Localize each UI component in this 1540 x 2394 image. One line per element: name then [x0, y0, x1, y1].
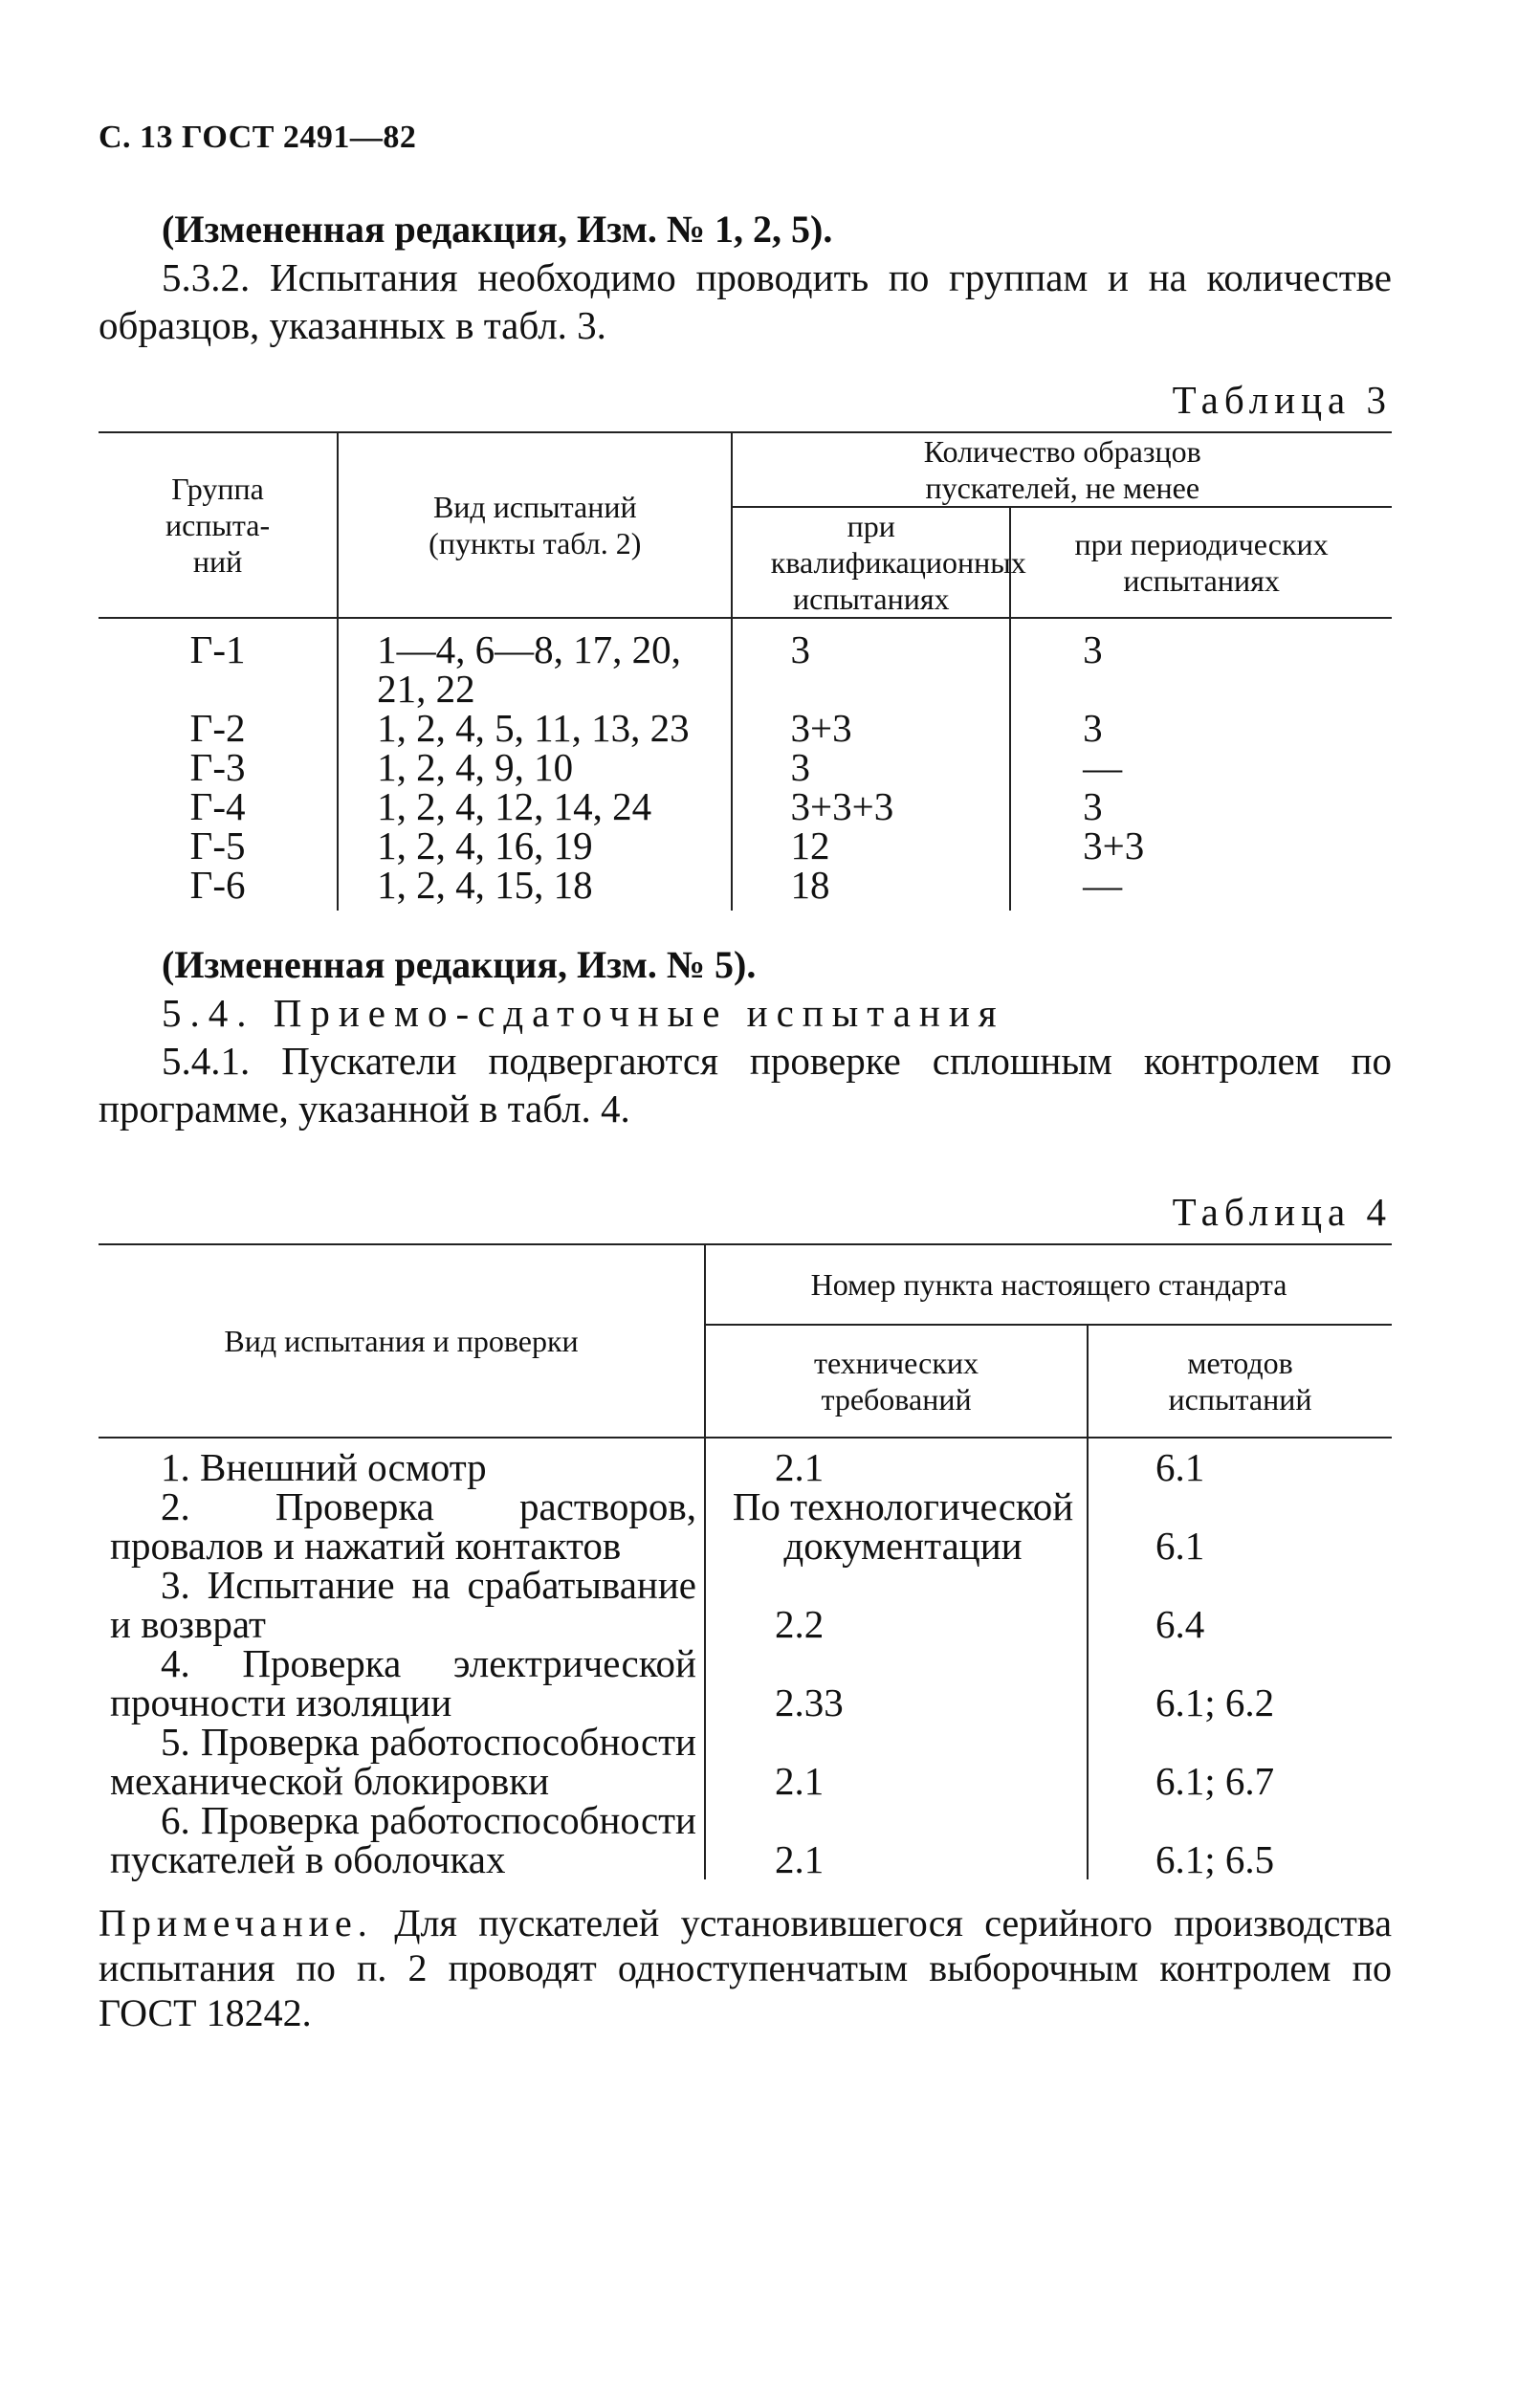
- test-method-cell: 6.1; 6.5: [1088, 1801, 1392, 1879]
- table-row: [99, 1566, 1392, 1644]
- table-4-caption: Таблица 4: [1172, 1190, 1392, 1234]
- col-header-clause-number: Номер пункта настоящего стандарта: [705, 1244, 1392, 1325]
- col-header-qty-text: Количество образцов пускателей, не менее: [923, 434, 1201, 505]
- tech-req-cell: 2.1: [705, 1801, 1088, 1879]
- tech-req-cell: 2.1: [705, 1723, 1088, 1801]
- tech-req-cell: 2.2: [705, 1566, 1088, 1644]
- col-header-tech-req: [705, 1325, 1088, 1438]
- paragraph-5-3-2: 5.3.2. Испытания необходимо проводить по группам и на количестве образцов, указанных в табл. 3.: [99, 255, 1392, 347]
- table-row: [99, 1801, 1392, 1879]
- table-row: [99, 1438, 1392, 1487]
- amendment-note-2: (Измененная редакция, Изм. № 5).: [162, 943, 757, 986]
- test-item-cell: 3. Испытание на срабатывание и возврат: [110, 1563, 696, 1646]
- paragraph-5-4-1: 5.4.1. Пускатели подвергаются проверке сплошным контролем по программе, указанной в табл. 4.: [99, 1039, 1392, 1131]
- period-qty-cell: —: [1010, 866, 1392, 911]
- qual-qty-cell: 3+3: [732, 709, 1010, 748]
- col-header-test-methods: [1088, 1325, 1392, 1438]
- table-row: [99, 787, 1392, 826]
- table-3-body: [99, 618, 1392, 911]
- test-method-cell: 6.1: [1088, 1438, 1392, 1487]
- table-row: [99, 1644, 1392, 1723]
- col-header-group-text: Группа испыта- ний: [165, 472, 271, 579]
- col-header-type: [338, 432, 732, 618]
- test-method-cell: 6.1: [1088, 1487, 1392, 1566]
- period-qty-cell: 3: [1010, 618, 1392, 709]
- col-header-group: [99, 432, 338, 618]
- group-cell: Г-2: [189, 706, 246, 750]
- table-row: [99, 1723, 1392, 1801]
- col-header-period: [1010, 507, 1392, 618]
- table-3-caption: Таблица 3: [1172, 378, 1392, 422]
- col-header-type-text: Вид испытаний (пункты табл. 2): [429, 490, 642, 560]
- test-type-cell: 1—4, 6—8, 17, 20, 21, 22: [338, 618, 732, 709]
- test-item-cell: 5. Проверка работоспособности механической блокировки: [110, 1720, 696, 1803]
- test-type-cell: 1, 2, 4, 9, 10: [338, 748, 732, 787]
- tech-req-cell: 2.1: [705, 1438, 1088, 1487]
- table-row: [99, 618, 1392, 709]
- tech-req-cell: 2.33: [705, 1644, 1088, 1723]
- document-page: [99, 120, 1392, 2035]
- period-qty-cell: 3: [1010, 709, 1392, 748]
- group-cell: Г-1: [189, 627, 246, 671]
- table-row: [99, 1487, 1392, 1566]
- col-header-qual: [732, 507, 1026, 618]
- test-type-cell: 1, 2, 4, 15, 18: [338, 866, 732, 911]
- section-5-4-title: 5.4. Приемо-сдаточные испытания: [162, 991, 1005, 1035]
- page-header: С. 13 ГОСТ 2491—82: [99, 120, 417, 155]
- col-header-period-text: при периодических испытаниях: [1074, 527, 1329, 598]
- test-type-cell: 1, 2, 4, 5, 11, 13, 23: [338, 709, 732, 748]
- period-qty-cell: 3: [1010, 787, 1392, 826]
- amendment-note-1: (Измененная редакция, Изм. № 1, 2, 5).: [162, 208, 833, 251]
- col-header-test-methods-text: методов испытаний: [1168, 1346, 1312, 1417]
- period-qty-cell: —: [1010, 748, 1392, 787]
- test-item-cell: 6. Проверка работоспособности пускателей в оболочках: [110, 1798, 696, 1881]
- table-row: [99, 826, 1392, 866]
- qual-qty-cell: 18: [732, 866, 1010, 911]
- group-cell: Г-3: [189, 745, 246, 789]
- test-type-cell: 1, 2, 4, 16, 19: [338, 826, 732, 866]
- table-row: [99, 748, 1392, 787]
- qual-qty-cell: 12: [732, 826, 1010, 866]
- period-qty-cell: 3+3: [1010, 826, 1392, 866]
- tech-req-cell: По технологической документации: [705, 1487, 1088, 1566]
- group-cell: Г-5: [189, 824, 246, 868]
- table-row: [99, 709, 1392, 748]
- test-item-cell: 4. Проверка электрической прочности изоляции: [110, 1641, 696, 1724]
- test-item-cell: 2. Проверка растворов, провалов и нажатий контактов: [110, 1484, 696, 1568]
- group-cell: Г-4: [189, 784, 246, 828]
- table-row: [99, 866, 1392, 911]
- test-method-cell: 6.1; 6.2: [1088, 1644, 1392, 1723]
- col-header-qty: [732, 432, 1392, 507]
- col-header-tech-req-text: технических требований: [814, 1346, 979, 1417]
- group-cell: Г-6: [189, 863, 246, 907]
- test-item-cell: 1. Внешний осмотр: [161, 1445, 487, 1489]
- note: [99, 1900, 1392, 2035]
- test-method-cell: 6.4: [1088, 1566, 1392, 1644]
- test-method-cell: 6.1; 6.7: [1088, 1723, 1392, 1801]
- col-header-test-type: Вид испытания и проверки: [99, 1244, 705, 1438]
- qual-qty-cell: 3: [732, 748, 1010, 787]
- test-type-cell: 1, 2, 4, 12, 14, 24: [338, 787, 732, 826]
- note-label: Примечание.: [99, 1901, 373, 1944]
- qual-qty-cell: 3+3+3: [732, 787, 1010, 826]
- table-4-body: [99, 1438, 1392, 1879]
- table-3: [99, 431, 1392, 911]
- col-header-qual-text: при квалификационных испытаниях: [770, 509, 1026, 616]
- note-text: Для пускателей установившегося серийного производства испытания по п. 2 проводят одноступенчатым выборочным контролем по ГОСТ 18242.: [99, 1901, 1393, 2034]
- qual-qty-cell: 3: [732, 618, 1010, 709]
- table-4: [99, 1243, 1392, 1879]
